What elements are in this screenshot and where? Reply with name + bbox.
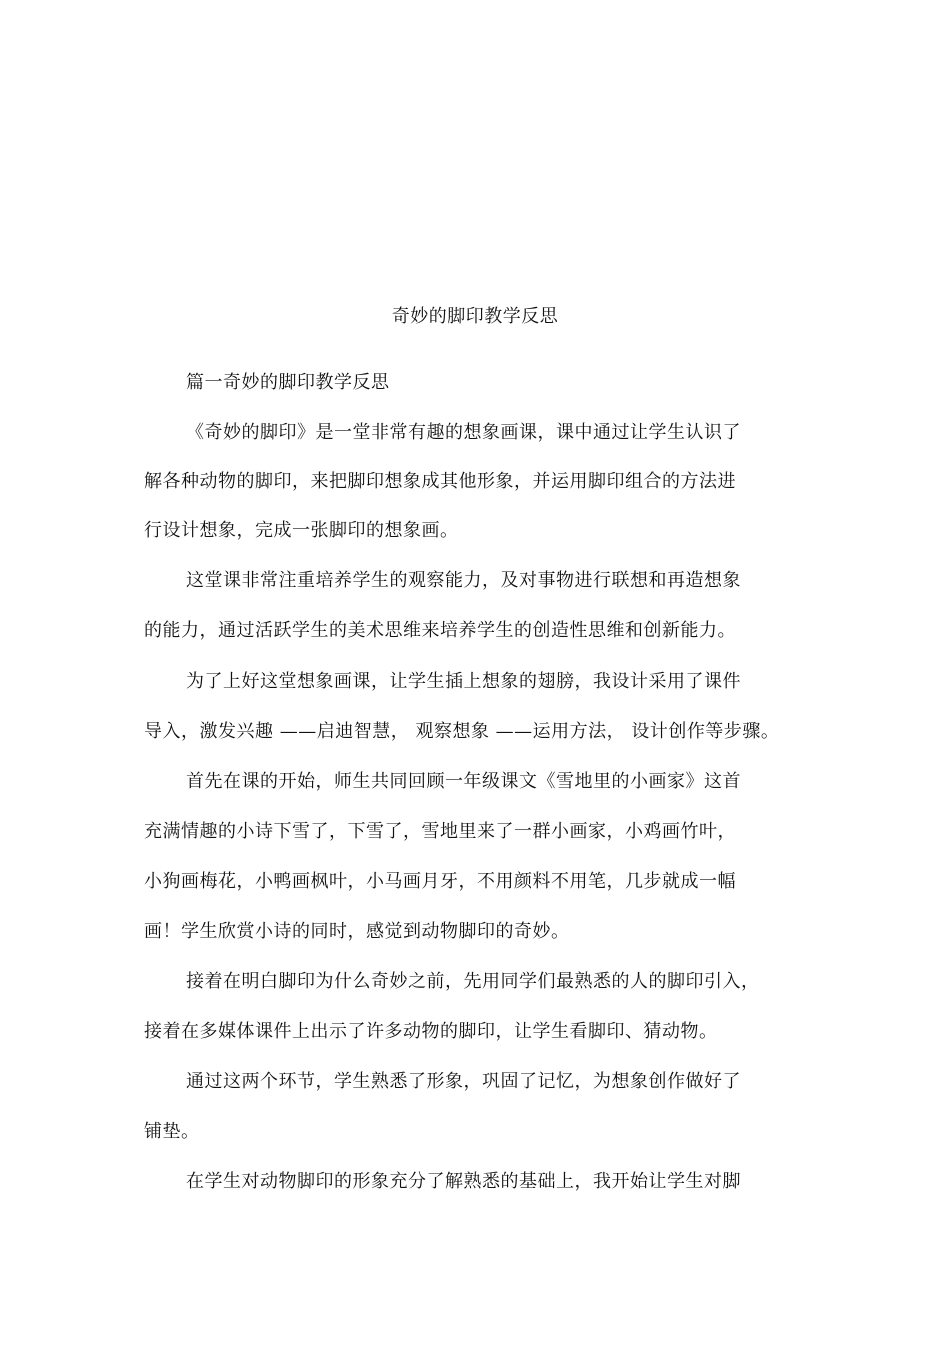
paragraph-line: 小狗画梅花，小鸭画枫叶，小马画月牙，不用颜料不用笔，几步就成一幅	[144, 871, 736, 892]
paragraph-line: 充满情趣的小诗下雪了，下雪了，雪地里来了一群小画家，小鸡画竹叶，	[144, 821, 736, 842]
paragraph-line: 为了上好这堂想象画课，让学生插上想象的翅膀，我设计采用了课件	[186, 671, 741, 692]
section-heading: 篇一奇妙的脚印教学反思	[186, 372, 390, 393]
paragraph-line: 的能力，通过活跃学生的美术思维来培养学生的创造性思维和创新能力。	[144, 620, 736, 641]
paragraph-line: 导入，激发兴趣 ——启迪智慧， 观察想象 ——运用方法， 设计创作等步骤。	[144, 721, 780, 742]
paragraph-line: 在学生对动物脚印的形象充分了解熟悉的基础上，我开始让学生对脚	[186, 1171, 741, 1192]
paragraph-line: 首先在课的开始，师生共同回顾一年级课文《雪地里的小画家》这首	[186, 771, 741, 792]
paragraph-line: 接着在多媒体课件上出示了许多动物的脚印，让学生看脚印、猜动物。	[144, 1021, 718, 1042]
paragraph-line: 这堂课非常注重培养学生的观察能力，及对事物进行联想和再造想象	[186, 570, 741, 591]
document-title: 奇妙的脚印教学反思	[391, 306, 559, 327]
paragraph-line: 接着在明白脚印为什么奇妙之前，先用同学们最熟悉的人的脚印引入，	[186, 971, 760, 992]
paragraph-line: 解各种动物的脚印，来把脚印想象成其他形象，并运用脚印组合的方法进	[144, 471, 736, 492]
paragraph-line: 铺垫。	[144, 1121, 200, 1142]
paragraph-line: 画！学生欣赏小诗的同时，感觉到动物脚印的奇妙。	[144, 921, 570, 942]
paragraph-line: 《奇妙的脚印》是一堂非常有趣的想象画课，课中通过让学生认识了	[186, 422, 741, 443]
paragraph-line: 通过这两个环节，学生熟悉了形象，巩固了记忆，为想象创作做好了	[186, 1071, 741, 1092]
paragraph-line: 行设计想象，完成一张脚印的想象画。	[144, 520, 459, 541]
